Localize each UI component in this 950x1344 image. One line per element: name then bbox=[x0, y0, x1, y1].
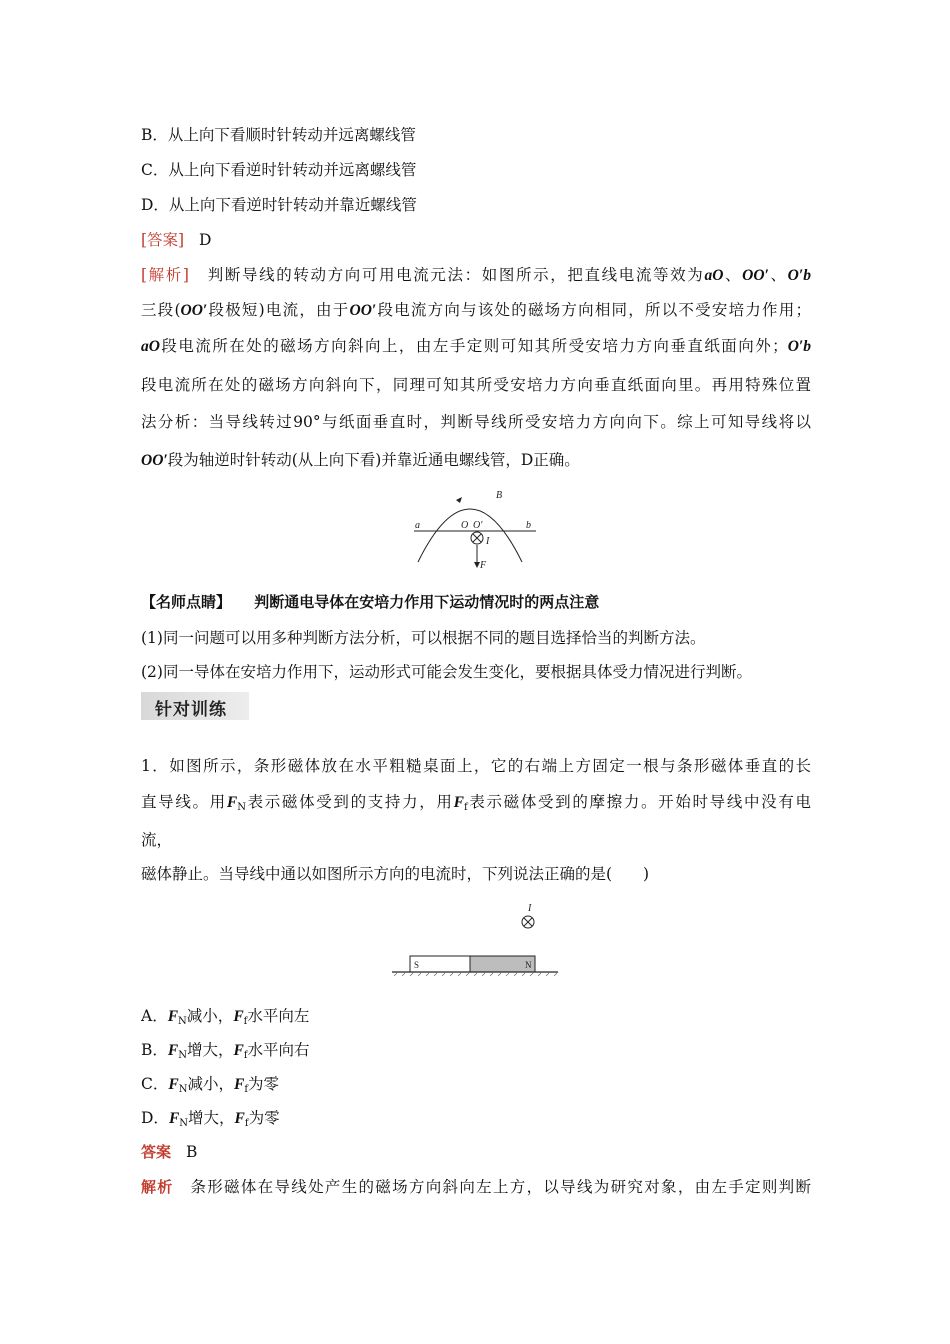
section-title: 针对训练 bbox=[155, 700, 227, 720]
analysis-line-6: OO′段为轴逆时针转动(从上向下看)并靠近通电螺线管，D正确。 bbox=[141, 451, 580, 469]
label-Oprime: O′ bbox=[473, 520, 483, 531]
label-N: N bbox=[525, 960, 532, 970]
analysis-line-4: 段电流所在处的磁场方向斜向下，同理可知其所受安培力方向垂直纸面向里。再用特殊位置 bbox=[141, 376, 811, 394]
q-option-b: B．$F_N$增大，$F_f$水平向右 bbox=[141, 1041, 310, 1061]
option-b: B．从上向下看顺时针转动并远离螺线管 bbox=[141, 126, 416, 144]
label-B: B bbox=[496, 490, 503, 501]
answer-2 bbox=[141, 1142, 197, 1162]
analysis2-label: 解析 bbox=[141, 1178, 174, 1196]
question-line-1: 1．如图所示，条形磁体放在水平粗糙桌面上，它的右端上方固定一根与条形磁体垂直的长 bbox=[141, 757, 811, 775]
analysis-line-5: 法分析：当导线转过90°与纸面垂直时，判断导线所受安培力方向向下。综上可知导线将以 bbox=[141, 413, 811, 431]
label-current-I: I bbox=[528, 903, 532, 914]
tip-point-1: (1)同一问题可以用多种判断方法分析，可以根据不同的题目选择恰当的判断方法。 bbox=[141, 629, 706, 647]
option-d: D．从上向下看逆时针转动并靠近螺线管 bbox=[141, 196, 417, 214]
option-c: C．从上向下看逆时针转动并远离螺线管 bbox=[141, 161, 417, 179]
answer2-value: B bbox=[185, 1143, 198, 1161]
q-option-c: C．$F_N$减小，$F_f$为零 bbox=[141, 1075, 280, 1095]
answer-label: [答案] bbox=[141, 231, 185, 249]
label-I: I bbox=[486, 536, 490, 547]
question-line-2: 直导线。用$F_N$表示磁体受到的支持力，用$F_f$表示磁体受到的摩擦力。开始时导线中没有电 bbox=[141, 793, 811, 813]
answer-1 bbox=[141, 230, 211, 250]
arc-arrow-icon bbox=[456, 497, 462, 503]
figure-wire-arc bbox=[410, 484, 540, 574]
analysis-line-2: 三段(OO′段极短)电流，由于OO′段电流方向与该处的磁场方向相同，所以不受安培力作用； bbox=[141, 301, 811, 319]
analysis-label: [解析] bbox=[141, 266, 189, 284]
analysis-2: 解析 条形磁体在导线处产生的磁场方向斜向左上方，以导线为研究对象，由左手定则判断 bbox=[141, 1178, 811, 1196]
question-line-3: 流， bbox=[141, 831, 173, 849]
label-O: O bbox=[461, 520, 469, 531]
label-b: b bbox=[526, 520, 531, 531]
q-option-d: D．$F_N$增大，$F_f$为零 bbox=[141, 1109, 280, 1129]
label-S: S bbox=[414, 960, 420, 970]
analysis-line-1: [解析] 判断导线的转动方向可用电流元法：如图所示，把直线电流等效为aO、OO′、O′b bbox=[141, 266, 811, 284]
question-line-4: 磁体静止。当导线中通以如图所示方向的电流时，下列说法正确的是( ) bbox=[141, 865, 650, 883]
tip-subtitle: 判断通电导体在安培力作用下运动情况时的两点注意 bbox=[254, 593, 600, 611]
answer2-label: 答案 bbox=[141, 1143, 172, 1161]
tip-heading bbox=[141, 592, 599, 612]
section-banner bbox=[141, 692, 249, 720]
tip-point-2: (2)同一导体在安培力作用下，运动形式可能会发生变化，要根据具体受力情况进行判断。 bbox=[141, 663, 752, 681]
q-option-a: A．$F_N$减小，$F_f$水平向左 bbox=[141, 1007, 310, 1027]
label-F: F bbox=[480, 560, 487, 571]
analysis-line-3: aO段电流所在处的磁场方向斜向上，由左手定则可知其所受安培力方向垂直纸面向外；O′b bbox=[141, 337, 811, 355]
figure-magnet bbox=[390, 898, 560, 980]
field-line-arc bbox=[418, 509, 522, 562]
answer-value: D bbox=[199, 231, 212, 249]
tip-title: 【名师点睛】 bbox=[141, 593, 232, 611]
label-a: a bbox=[415, 520, 420, 531]
